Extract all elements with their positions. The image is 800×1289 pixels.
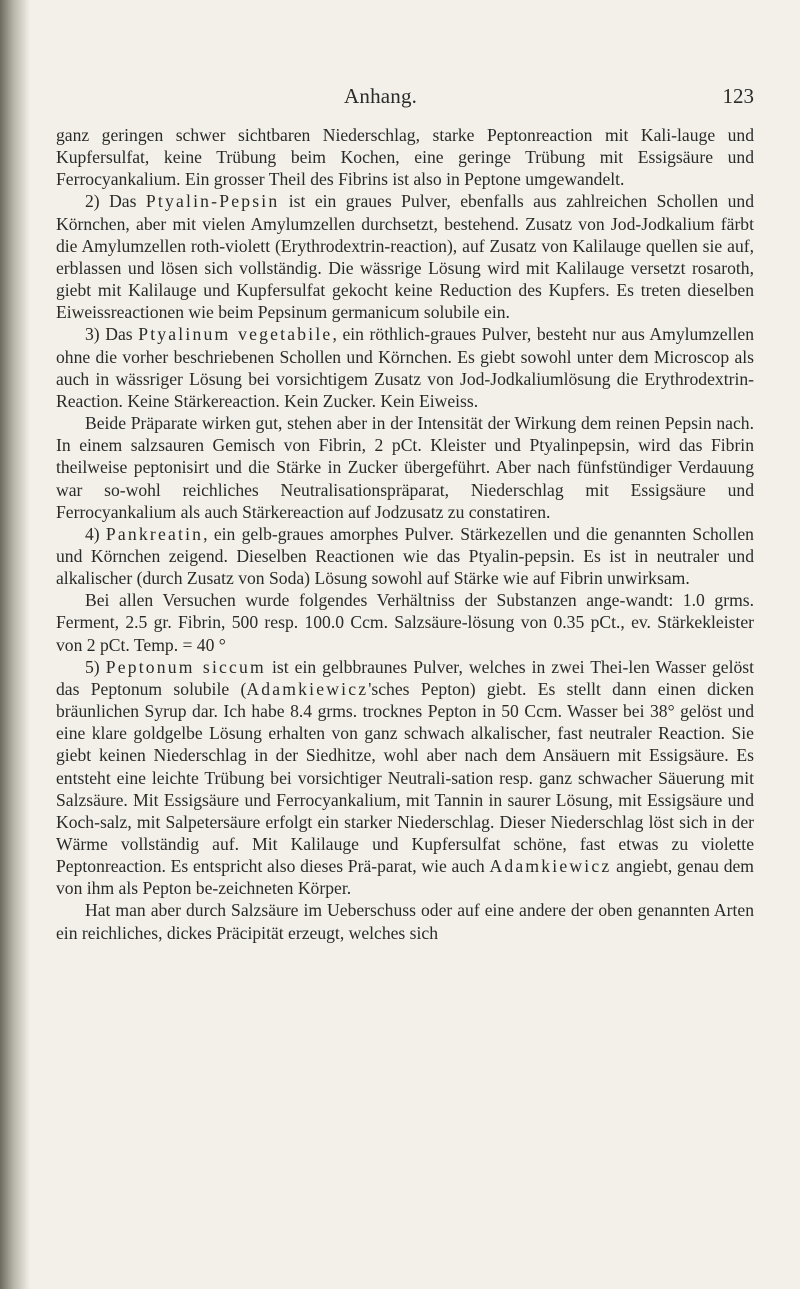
paragraph-p3 [56,323,754,412]
running-title: Anhang. [344,84,418,108]
paragraph-p4 [56,412,754,523]
text-run: ist ein gelbbraunes Pulver, welches in zwei Thei-len Wasser gelöst das Peptonum solubile ( [56,656,754,699]
paragraph-p2 [56,190,754,323]
text-run: ganz geringen schwer sichtbaren Niederschlag, starke Peptonreaction mit Kali-lauge und Kupfersulfat, keine Trübung beim Kochen, eine geringe Trübung mit Essigsäure und Ferrocyankalium. Ein grosser Theil des Fibrins ist also in Peptone umgewandelt. [56,125,754,190]
spaced-term: Peptonum siccum [105,656,266,677]
spaced-term: Pankreatin [105,523,204,544]
paragraph-p1 [56,124,754,190]
spaced-term: Adamkiewicz [489,856,612,877]
text-run: Bei allen Versuchen wurde folgendes Verhältniss der Substanzen ange-wandt: 1.0 grms. Ferment, 2.5 gr. Fibrin, 500 resp. 100.0 Ccm. Salzsäure-lösung von 0.35 pCt., ev. Stärkekleister von 2 pCt. Temp. = 40 ° [56,590,754,655]
text-run: ist ein graues Pulver, ebenfalls aus zahlreichen Schollen und Körnchen, aber mit vielen Amylumzellen durchsetzt, bestehend. Zusatz von Jod-Jodkalium färbt die Amylumzellen roth-violett (Erythrodextrin-reaction), auf Zusatz von Kalilauge quellen sie auf, erblassen und lösen sich vollständig. Die wässrige Lösung wird mit Kalilauge versetzt rosaroth, giebt mit Kalilauge und Kupfersulfat gekocht keine Reduction des Kupfers. Es treten dieselben Eiweissreactionen wie beim Pepsinum germanicum solubile ein. [56,191,754,323]
paragraph-p8 [56,899,754,943]
text-run: 2) Das [85,191,146,212]
text-run: 5) [85,656,106,677]
page-header [56,84,754,114]
text-run: angiebt, genau dem von ihm als Pepton be-zeichneten Körper. [56,856,754,899]
text-run: , ein röthlich-graues Pulver, besteht nur aus Amylumzellen ohne die vorher beschriebenen Schollen und Körnchen. Es giebt sowohl unter dem Microscop als auch in wässriger Lösung bei vorsichtigem Zusatz von Jod-Jodkaliumlösung die Erythrodextrin-Reaction. Keine Stärkereaction. Kein Zucker. Kein Eiweiss. [56,324,754,411]
text-run: Hat man aber durch Salzsäure im Ueberschuss oder auf eine andere der oben genannten Arten ein reichliches, dickes Präcipität erzeugt, welches sich [56,900,754,943]
text-run: 3) Das [85,324,139,345]
text-run: 'sches Pepton) giebt. Es stellt dann einen dicken bräunlichen Syrup dar. Ich habe 8.4 grms. trocknes Pepton in 50 Ccm. Wasser bei 38° gelöst und eine klare goldgelbe Lösung erhalten von ganz schwach alkalischer, fast neutraler Reaction. Sie giebt keinen Niederschlag in der Siedhitze, wohl aber nach dem Ansäuern mit Essigsäure. Es entsteht eine leichte Trübung bei vorsichtiger Neutrali-sation resp. ganz schwacher Säuerung mit Salzsäure. Mit Essigsäure und Ferrocyankalium, mit Tannin in saurer Lösung, mit Essigsäure und Koch-salz, mit Salpetersäure erfolgt ein starker Niederschlag. Dieser Niederschlag löst sich in der Wärme vollständig auf. Mit Kalilauge und Kupfersulfat schöne, fast etwas zu violette Peptonreaction. Es entspricht also dieses Prä-parat, wie auch [56,678,755,877]
body-text [56,124,754,944]
binding-shadow [0,0,30,1289]
text-run: 4) [85,523,106,544]
text-run: Beide Präparate wirken gut, stehen aber in der Intensität der Wirkung dem reinen Pepsin nach. In einem salzsauren Gemisch von Fibrin, 2 pCt. Kleister und Ptyalinpepsin, wird das Fibrin theilweise peptonisirt und die Stärke in Zucker übergeführt. Aber nach fünfstündiger Verdauung war so-wohl reichliches Neutralisationspräparat, Niederschlag mit Essigsäure und Ferrocyankalium als auch Stärkereaction auf Jodzusatz zu constatiren. [56,413,754,522]
spaced-term: Ptyalinum vegetabile [138,324,333,345]
paragraph-p5 [56,523,754,589]
spaced-term: Adamkiewicz [246,678,369,699]
text-run: , ein gelb-graues amorphes Pulver. Stärkezellen und die genannten Schollen und Körnchen zeigend. Dieselben Reactionen wie das Ptyalin-pepsin. Es ist in neutraler und alkalischer (durch Zusatz von Soda) Lösung sowohl auf Stärke wie auf Fibrin unwirksam. [56,523,754,589]
paragraph-p7 [56,656,754,900]
paragraph-p6 [56,589,754,655]
page-number: 123 [722,84,754,108]
spaced-term: Ptyalin-Pepsin [145,191,280,212]
